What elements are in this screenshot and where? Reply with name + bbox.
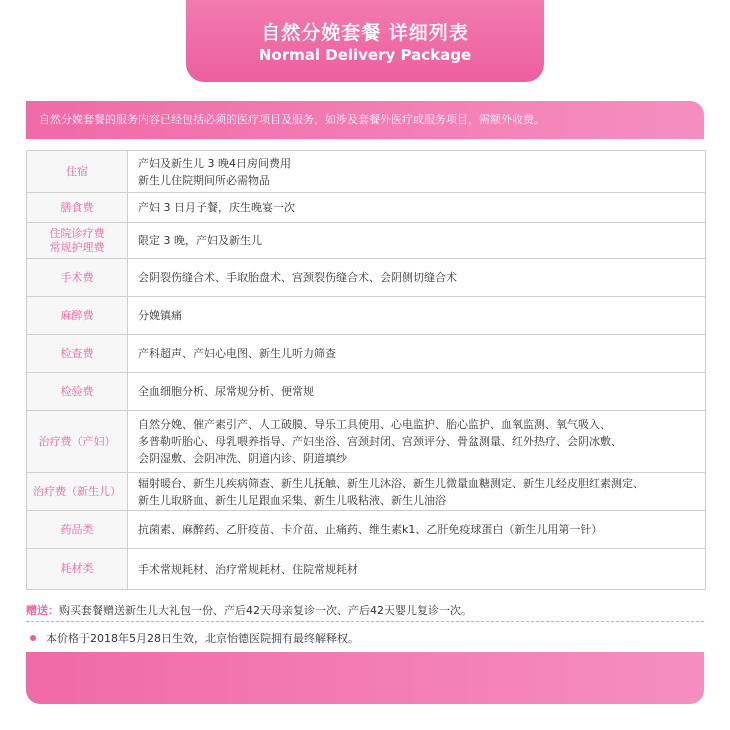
row-label-line: 治疗费（产妇） — [38, 434, 116, 448]
row-item-line: 手术常规耗材、治疗常规耗材、住院常规耗材 — [138, 562, 358, 576]
row-item-line: 自然分娩、催产素引产、人工破膜、导乐工具使用、心电监护、胎心监护、血氧监测、氧气吸入、 — [138, 418, 611, 431]
row-item-line: 限定 3 晚，产妇及新生儿 — [138, 234, 262, 247]
gift-line — [26, 602, 472, 618]
table-row — [27, 151, 705, 193]
row-items — [128, 473, 705, 510]
row-items — [128, 259, 705, 296]
row-label-line: 检查费 — [60, 346, 94, 360]
gift-label: 赠送： — [26, 604, 59, 617]
row-label — [27, 259, 128, 296]
validity-note-text: 本价格于2018年5月28日生效，北京怡德医院拥有最终解释权。 — [46, 632, 359, 645]
row-label — [27, 297, 128, 334]
table-row — [27, 473, 705, 511]
row-items — [128, 373, 705, 410]
row-item-line: 新生儿住院期间所必需物品 — [138, 173, 270, 187]
row-items — [128, 511, 705, 548]
gift-text: 购买套餐赠送新生儿大礼包一份、产后42天母亲复诊一次、产后42天婴儿复诊一次。 — [59, 604, 472, 617]
row-items — [128, 223, 705, 258]
row-item-line: 新生儿取脐血、新生儿足跟血采集、新生儿吸粘液、新生儿油浴 — [138, 493, 446, 507]
row-label-line: 药品类 — [60, 522, 94, 536]
row-label-line: 膳食费 — [60, 200, 94, 214]
row-label-line: 住宿 — [66, 164, 88, 178]
table-row — [27, 373, 705, 411]
row-label-line: 检验费 — [60, 384, 94, 398]
table-row — [27, 335, 705, 373]
row-item-line: 全血细胞分析、尿常规分析、便常规 — [138, 385, 314, 398]
row-item-line: 产妇及新生儿 3 晚4日房间费用 — [138, 156, 291, 170]
row-item-line: 会阴裂伤缝合术、手取胎盘术、宫颈裂伤缝合术、会阴侧切缝合术 — [138, 271, 457, 284]
row-label — [27, 193, 128, 222]
table-row — [27, 297, 705, 335]
table-row — [27, 193, 705, 223]
validity-note — [30, 630, 359, 646]
table-row — [27, 511, 705, 549]
row-items — [128, 411, 705, 472]
row-label — [27, 335, 128, 372]
row-item-line: 辐射暖台、新生儿疾病筛查、新生儿抚触、新生儿沐浴、新生儿微量血糖测定、新生儿经皮胆红素测定、 — [138, 476, 644, 490]
row-label — [27, 151, 128, 192]
row-item-line: 产妇 3 日月子餐，庆生晚宴一次 — [138, 201, 295, 214]
row-label-line: 常规护理费 — [49, 240, 105, 254]
intro-note: 自然分娩套餐的服务内容已经包括必须的医疗项目及服务，如涉及套餐外医疗或服务项目，需额外收费。 — [26, 101, 704, 139]
row-item-line: 抗菌素、麻醉药、乙肝疫苗、卡介苗、止痛药、维生素k1、乙肝免疫球蛋白（新生儿用第一针） — [138, 523, 603, 536]
row-label-line: 治疗费（新生儿） — [33, 484, 121, 498]
row-label-line: 住院诊疗费 — [49, 226, 105, 240]
row-items — [128, 549, 705, 589]
table-row — [27, 223, 705, 259]
footer-band — [26, 652, 704, 704]
row-item-line: 多普勒听胎心、母乳喂养指导、产妇坐浴、宫颈封闭、宫颈评分、骨盆测量、红外热疗、会阴冰敷、 — [138, 435, 622, 448]
row-items — [128, 193, 705, 222]
table-row — [27, 549, 705, 590]
page-subtitle: Normal Delivery Package — [258, 46, 472, 64]
table-row — [27, 411, 705, 473]
row-item-line: 分娩镇痛 — [138, 309, 182, 322]
table-row — [27, 259, 705, 297]
row-label — [27, 411, 128, 472]
row-items — [128, 151, 705, 192]
header-banner — [186, 0, 544, 82]
row-items — [128, 297, 705, 334]
row-label — [27, 223, 128, 258]
row-item-line: 产科超声、产妇心电图、新生儿听力筛查 — [138, 347, 336, 360]
row-label-line: 麻醉费 — [60, 308, 94, 322]
page-title: 自然分娩套餐 详细列表 — [261, 22, 469, 44]
row-label-line: 耗材类 — [60, 562, 94, 575]
row-label — [27, 373, 128, 410]
divider — [26, 621, 704, 622]
row-label — [27, 473, 128, 510]
row-label-line: 手术费 — [60, 270, 94, 284]
bullet-icon — [30, 635, 36, 641]
package-table — [26, 150, 706, 590]
row-item-line: 会阴湿敷、会阴冲洗、阴道内诊、阴道填纱 — [138, 452, 347, 465]
row-items — [128, 335, 705, 372]
row-label — [27, 511, 128, 548]
row-label — [27, 549, 128, 589]
